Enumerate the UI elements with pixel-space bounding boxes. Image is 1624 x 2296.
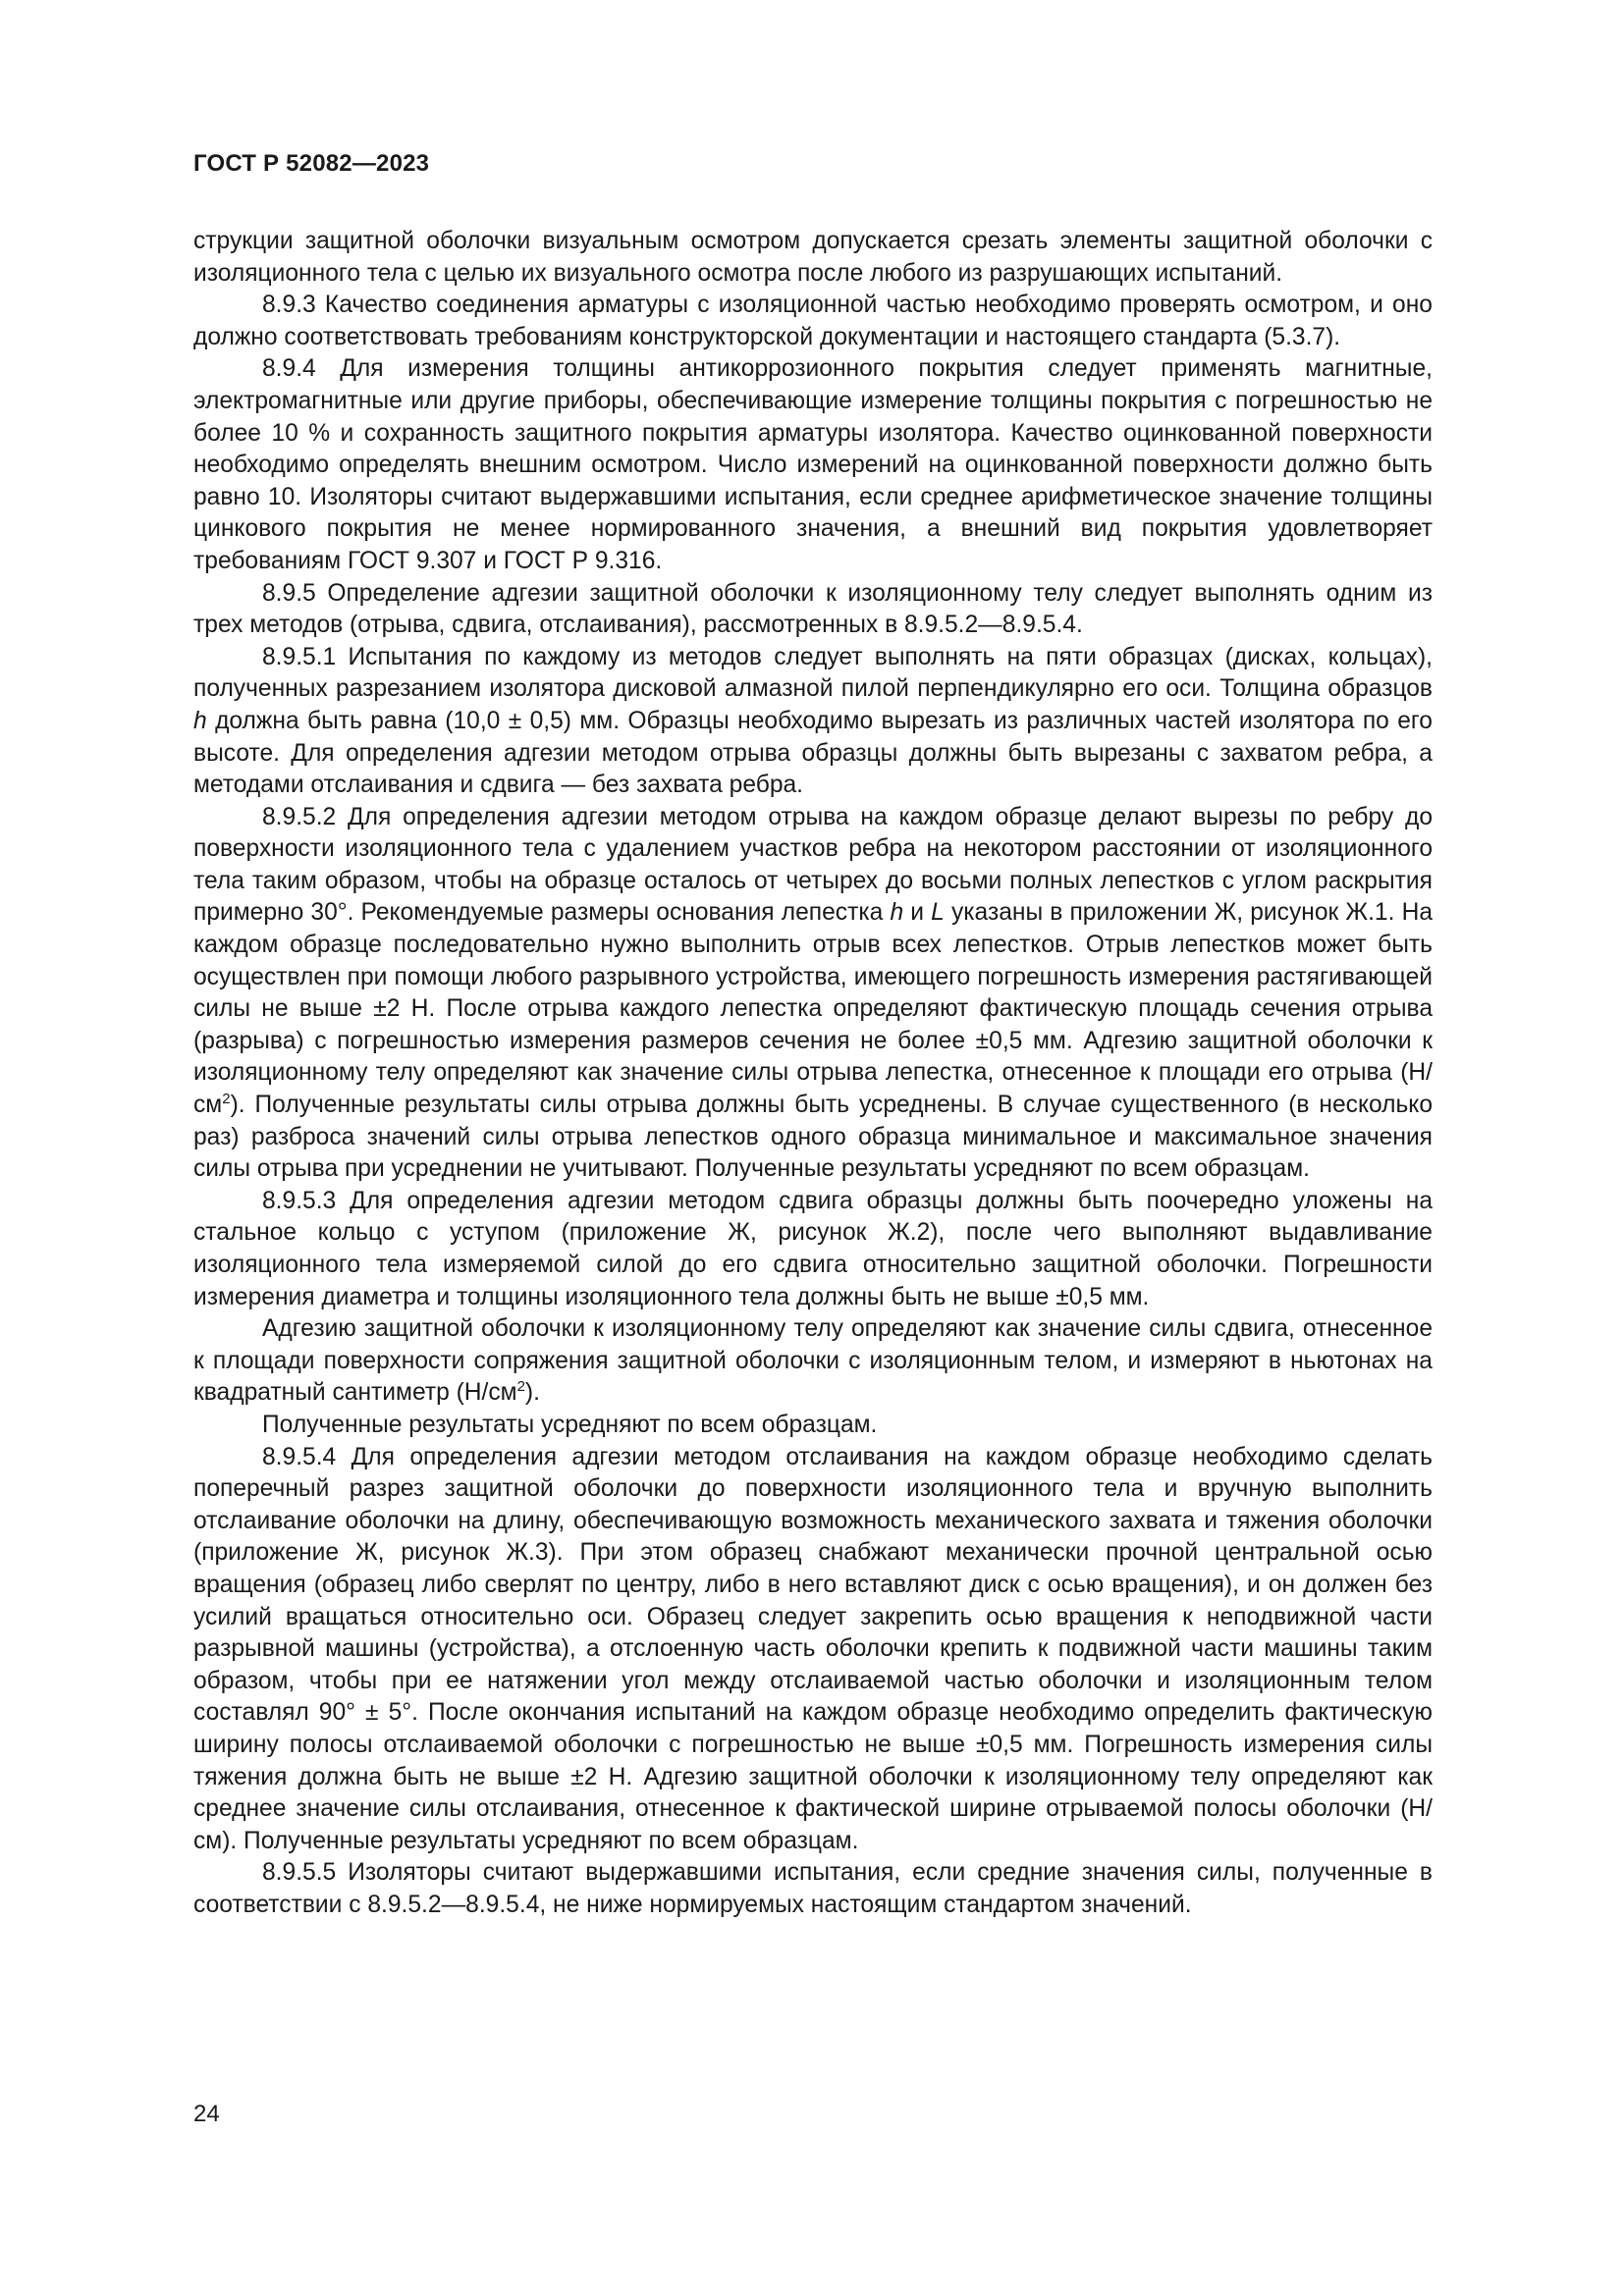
text-run: указаны в приложении Ж, рисунок Ж.1. На каждом образце последовательно нужно выполнить отрыв всех лепестков. Отрыв лепестков может быть осуществлен при помощи любого разрывного устройства, имеющего погрешность измерения растягивающей силы не выше ±2 Н. После отрыва каждого лепестка определяют фактическую площадь сечения отрыва (разрыва) с погрешностью измерения размеров сечения не более ±0,5 мм. Адгезию защитной оболочки к изоляционному телу определяют как значение силы отрыва лепестка, отнесенное к площади его отрыва (Н/см (193, 899, 1434, 1119)
text-run: Адгезию защитной оболочки к изоляционному телу определяют как значение силы сдвига, отнесенное к площади поверхности сопряжения защитной оболочки с изоляционным телом, и измеряют в ньютонах на квадратный сантиметр (Н/см (193, 1315, 1433, 1407)
paragraph-8-9-5-5: 8.9.5.5 Изоляторы считают выдержавшими испытания, если средние значения силы, полученные в соответствии с 8.9.5.2—8.9.5.4, не ниже нормируемых настоящим стандартом значений. (193, 1859, 1433, 1918)
paragraph-8-9-5-4: 8.9.5.4 Для определения адгезии методом отслаивания на каждом образце необходимо сделать поперечный разрез защитной оболочки до поверхности изоляционного тела и вручную выполнить отслаивание оболочки на длину, обеспечивающую возможность механического захвата и тяжения оболочки (приложение Ж, рисунок Ж.3). При этом образец снабжают механически прочной центральной осью вращения (образец либо сверлят по центру, либо в него вставляют диск с осью вращения), и он должен без усилий вращаться относительно оси. Образец следует закрепить осью вращения к неподвижной части разрывной машины (устройства), а отслоенную часть оболочки крепить к подвижной части машины таким образом, чтобы при ее натяжении угол между отслаиваемой частью оболочки и изоляционным телом составлял 90° ± 5°. После окончания испытаний на каждом образце необходимо определить фактическую ширину полосы отслаиваемой оболочки с погрешностью не выше ±0,5 мм. Погрешность измерения силы тяжения должна быть не выше ±2 Н. Адгезию защитной оболочки к изоляционному телу определяют как среднее значение силы отслаивания, отнесенное к фактической ширине отрываемой полосы оболочки (Н/см). Полученные результаты усредняют по всем образцам. (193, 1443, 1433, 1854)
paragraph-8-9-5: 8.9.5 Определение адгезии защитной оболочки к изоляционному телу следует выполнять одним из трех методов (отрыва, сдвига, отслаивания), рассмотренных в 8.9.5.2—8.9.5.4. (193, 579, 1433, 639)
paragraph-results-averaged: Полученные результаты усредняют по всем образцам. (262, 1411, 878, 1438)
text-run: должна быть равна (10,0 ± 0,5) мм. Образцы необходимо вырезать из различных частей изолятора по его высоте. Для определения адгезии методом отрыва образцы должны быть вырезаны с захватом ребра, а методами отслаивания и сдвига — без захвата ребра. (193, 707, 1433, 799)
text-run: 8.9.5.1 Испытания по каждому из методов следует выполнять на пяти образцах (дисках, кольцах), полученных разрезанием изолятора дисковой алмазной пилой перпендикулярно его оси. Толщина образцов (193, 643, 1433, 703)
paragraph-8-9-5-2 (193, 802, 1433, 1186)
paragraph-8-9-5-1 (193, 642, 1433, 802)
paragraph-8-9-3: 8.9.3 Качество соединения арматуры с изоляционной частью необходимо проверять осмотром, и оно должно соответствовать требованиям конструкторской документации и настоящего стандарта (5.3.7). (193, 292, 1433, 350)
document-body (193, 226, 1433, 1921)
symbol-h: h (890, 899, 904, 927)
superscript: 2 (516, 1378, 525, 1396)
paragraph-shear-adhesion (193, 1313, 1433, 1410)
paragraph-8-9-5-3: 8.9.5.3 Для определения адгезии методом сдвига образцы должны быть поочередно уложены на стальное кольцо с уступом (приложение Ж, рисунок Ж.2), после чего выполняют выдавливание изоляционного тела измеряемой силой до его сдвига относительно защитной оболочки. Погрешности измерения диаметра и толщины изоляционного тела должны быть не выше ±0,5 мм. (193, 1187, 1433, 1310)
text-run: ). Полученные результаты силы отрыва должны быть усреднены. В случае существенного (в несколько раз) разброса значений силы отрыва лепестков одного образца минимальное и максимальное значения силы отрыва при усреднении не учитывают. Полученные результаты усредняют по всем образцам. (193, 1092, 1433, 1183)
symbol-h: h (193, 707, 207, 734)
symbol-l: L (931, 899, 945, 927)
paragraph-8-9-4: 8.9.4 Для измерения толщины антикоррозионного покрытия следует применять магнитные, электромагнитные или другие приборы, обеспечивающие измерение толщины покрытия с погрешностью не более 10 % и сохранность защитного покрытия арматуры изолятора. Качество оцинкованной поверхности необходимо определять внешним осмотром. Число измерений на оцинкованной поверхности должно быть равно 10. Изоляторы считают выдержавшими испытания, если среднее арифметическое значение толщины цинкового покрытия не менее нормированного значения, а внешний вид покрытия удовлетворяет требованиям ГОСТ 9.307 и ГОСТ Р 9.316. (193, 355, 1433, 574)
page-number: 24 (193, 2101, 220, 2127)
standard-code-header: ГОСТ Р 52082—2023 (193, 150, 430, 177)
paragraph-continuation: струкции защитной оболочки визуальным осмотром допускается срезать элементы защитной оболочки с изоляционного тела с целью их визуального осмотра после любого из разрушающих испытаний. (193, 228, 1433, 287)
text-run: ). (524, 1379, 540, 1407)
text-run: 8.9.5.2 Для определения адгезии методом отрыва на каждом образце делают вырезы по ребру до поверхности изоляционного тела с удалением участков ребра на некотором расстоянии от изоляционного тела таким образом, чтобы на образце осталось от четырех до восьми полных лепестков с углом раскрытия примерно 30°. Рекомендуемые размеры основания лепестка (193, 803, 1433, 927)
text-run: и (903, 899, 932, 927)
superscript: 2 (222, 1091, 231, 1108)
